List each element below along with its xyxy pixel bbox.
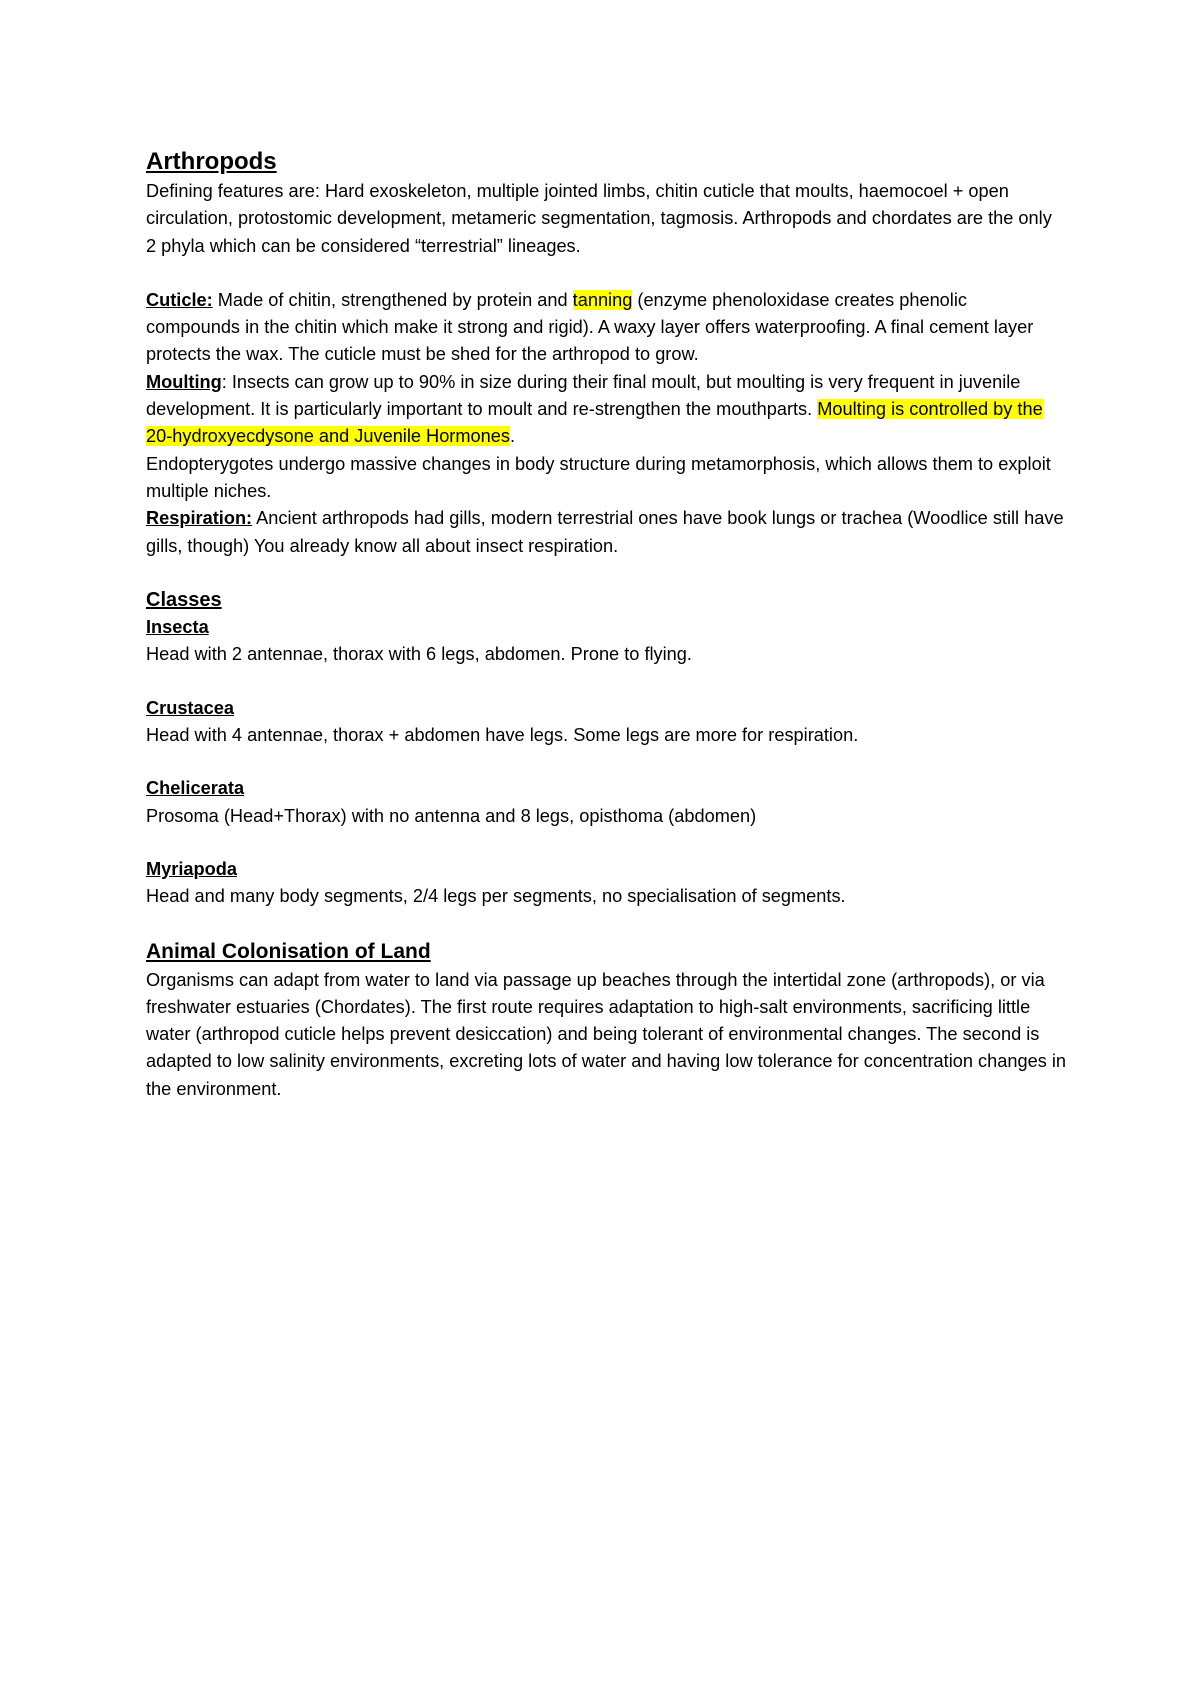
- moulting-text-after: .: [509, 426, 516, 447]
- cuticle-label: Cuticle:: [146, 289, 213, 310]
- heading-classes: Classes: [146, 588, 222, 611]
- respiration-paragraph: [146, 505, 1066, 560]
- colonisation-paragraph: Organisms can adapt from water to land via passage up beaches through the intertidal zone (arthropods), or via freshwater estuaries (Chordates). The first route requires adaptation to high-salt environments, sacrificing little water (arthropod cuticle helps prevent desiccation) and being tolerant of environmental changes. The second is adapted to low salinity environments, excreting lots of water and having low tolerance for concentration changes in the environment.: [146, 969, 1067, 1099]
- moulting-paragraph: [146, 369, 1066, 451]
- class-name: Insecta: [146, 617, 209, 638]
- document-body: [146, 146, 1066, 1103]
- cuticle-paragraph: [146, 287, 1066, 369]
- moulting-hormones-highlight: Moulting is controlled by the 20-hydroxyecdysone and Juvenile Hormones: [146, 399, 1043, 447]
- class-description: Prosoma (Head+Thorax) with no antenna and 8 legs, opisthoma (abdomen): [146, 805, 757, 826]
- moulting-text: : Insects can grow up to 90% in size during their final moult, but moulting is very frequent in juvenile development. It is particularly important to moult and re-strengthen the mouthparts.: [146, 371, 1021, 420]
- class-description: Head with 2 antennae, thorax with 6 legs, abdomen. Prone to flying.: [146, 644, 692, 665]
- respiration-label: Respiration:: [146, 508, 253, 529]
- arthropods-intro-paragraph: Defining features are: Hard exoskeleton, multiple jointed limbs, chitin cuticle that moults, haemocoel + open circulation, protostomic development, metameric segmentation, tagmosis. Arthropods and chordates are the only 2 phyla which can be considered “terrestrial” lineages.: [146, 181, 1052, 256]
- class-name: Crustacea: [146, 697, 234, 718]
- endopterygotes-paragraph: Endopterygotes undergo massive changes in body structure during metamorphosis, which allows them to exploit multiple niches.: [146, 453, 1051, 501]
- heading-animal-colonisation: Animal Colonisation of Land: [146, 939, 431, 963]
- cuticle-text-after: (enzyme phenoloxidase creates phenolic compounds in the chitin which make it strong and rigid). A waxy layer offers waterproofing. A final cement layer protects the wax. The cuticle must be shed for the arthropod to grow.: [146, 289, 1034, 365]
- heading-arthropods: Arthropods: [146, 148, 277, 175]
- class-name: Chelicerata: [146, 778, 245, 799]
- cuticle-text-before: Made of chitin, strengthened by protein and: [212, 289, 573, 310]
- respiration-text: Ancient arthropods had gills, modern terrestrial ones have book lungs or trachea (Woodlice still have gills, though) You already know all about insect respiration.: [146, 508, 1064, 556]
- tanning-highlight: tanning: [572, 289, 633, 310]
- class-name: Myriapoda: [146, 858, 237, 879]
- class-description: Head and many body segments, 2/4 legs per segments, no specialisation of segments.: [146, 886, 846, 907]
- moulting-label: Moulting: [146, 371, 222, 392]
- class-description: Head with 4 antennae, thorax + abdomen have legs. Some legs are more for respiration.: [146, 725, 859, 746]
